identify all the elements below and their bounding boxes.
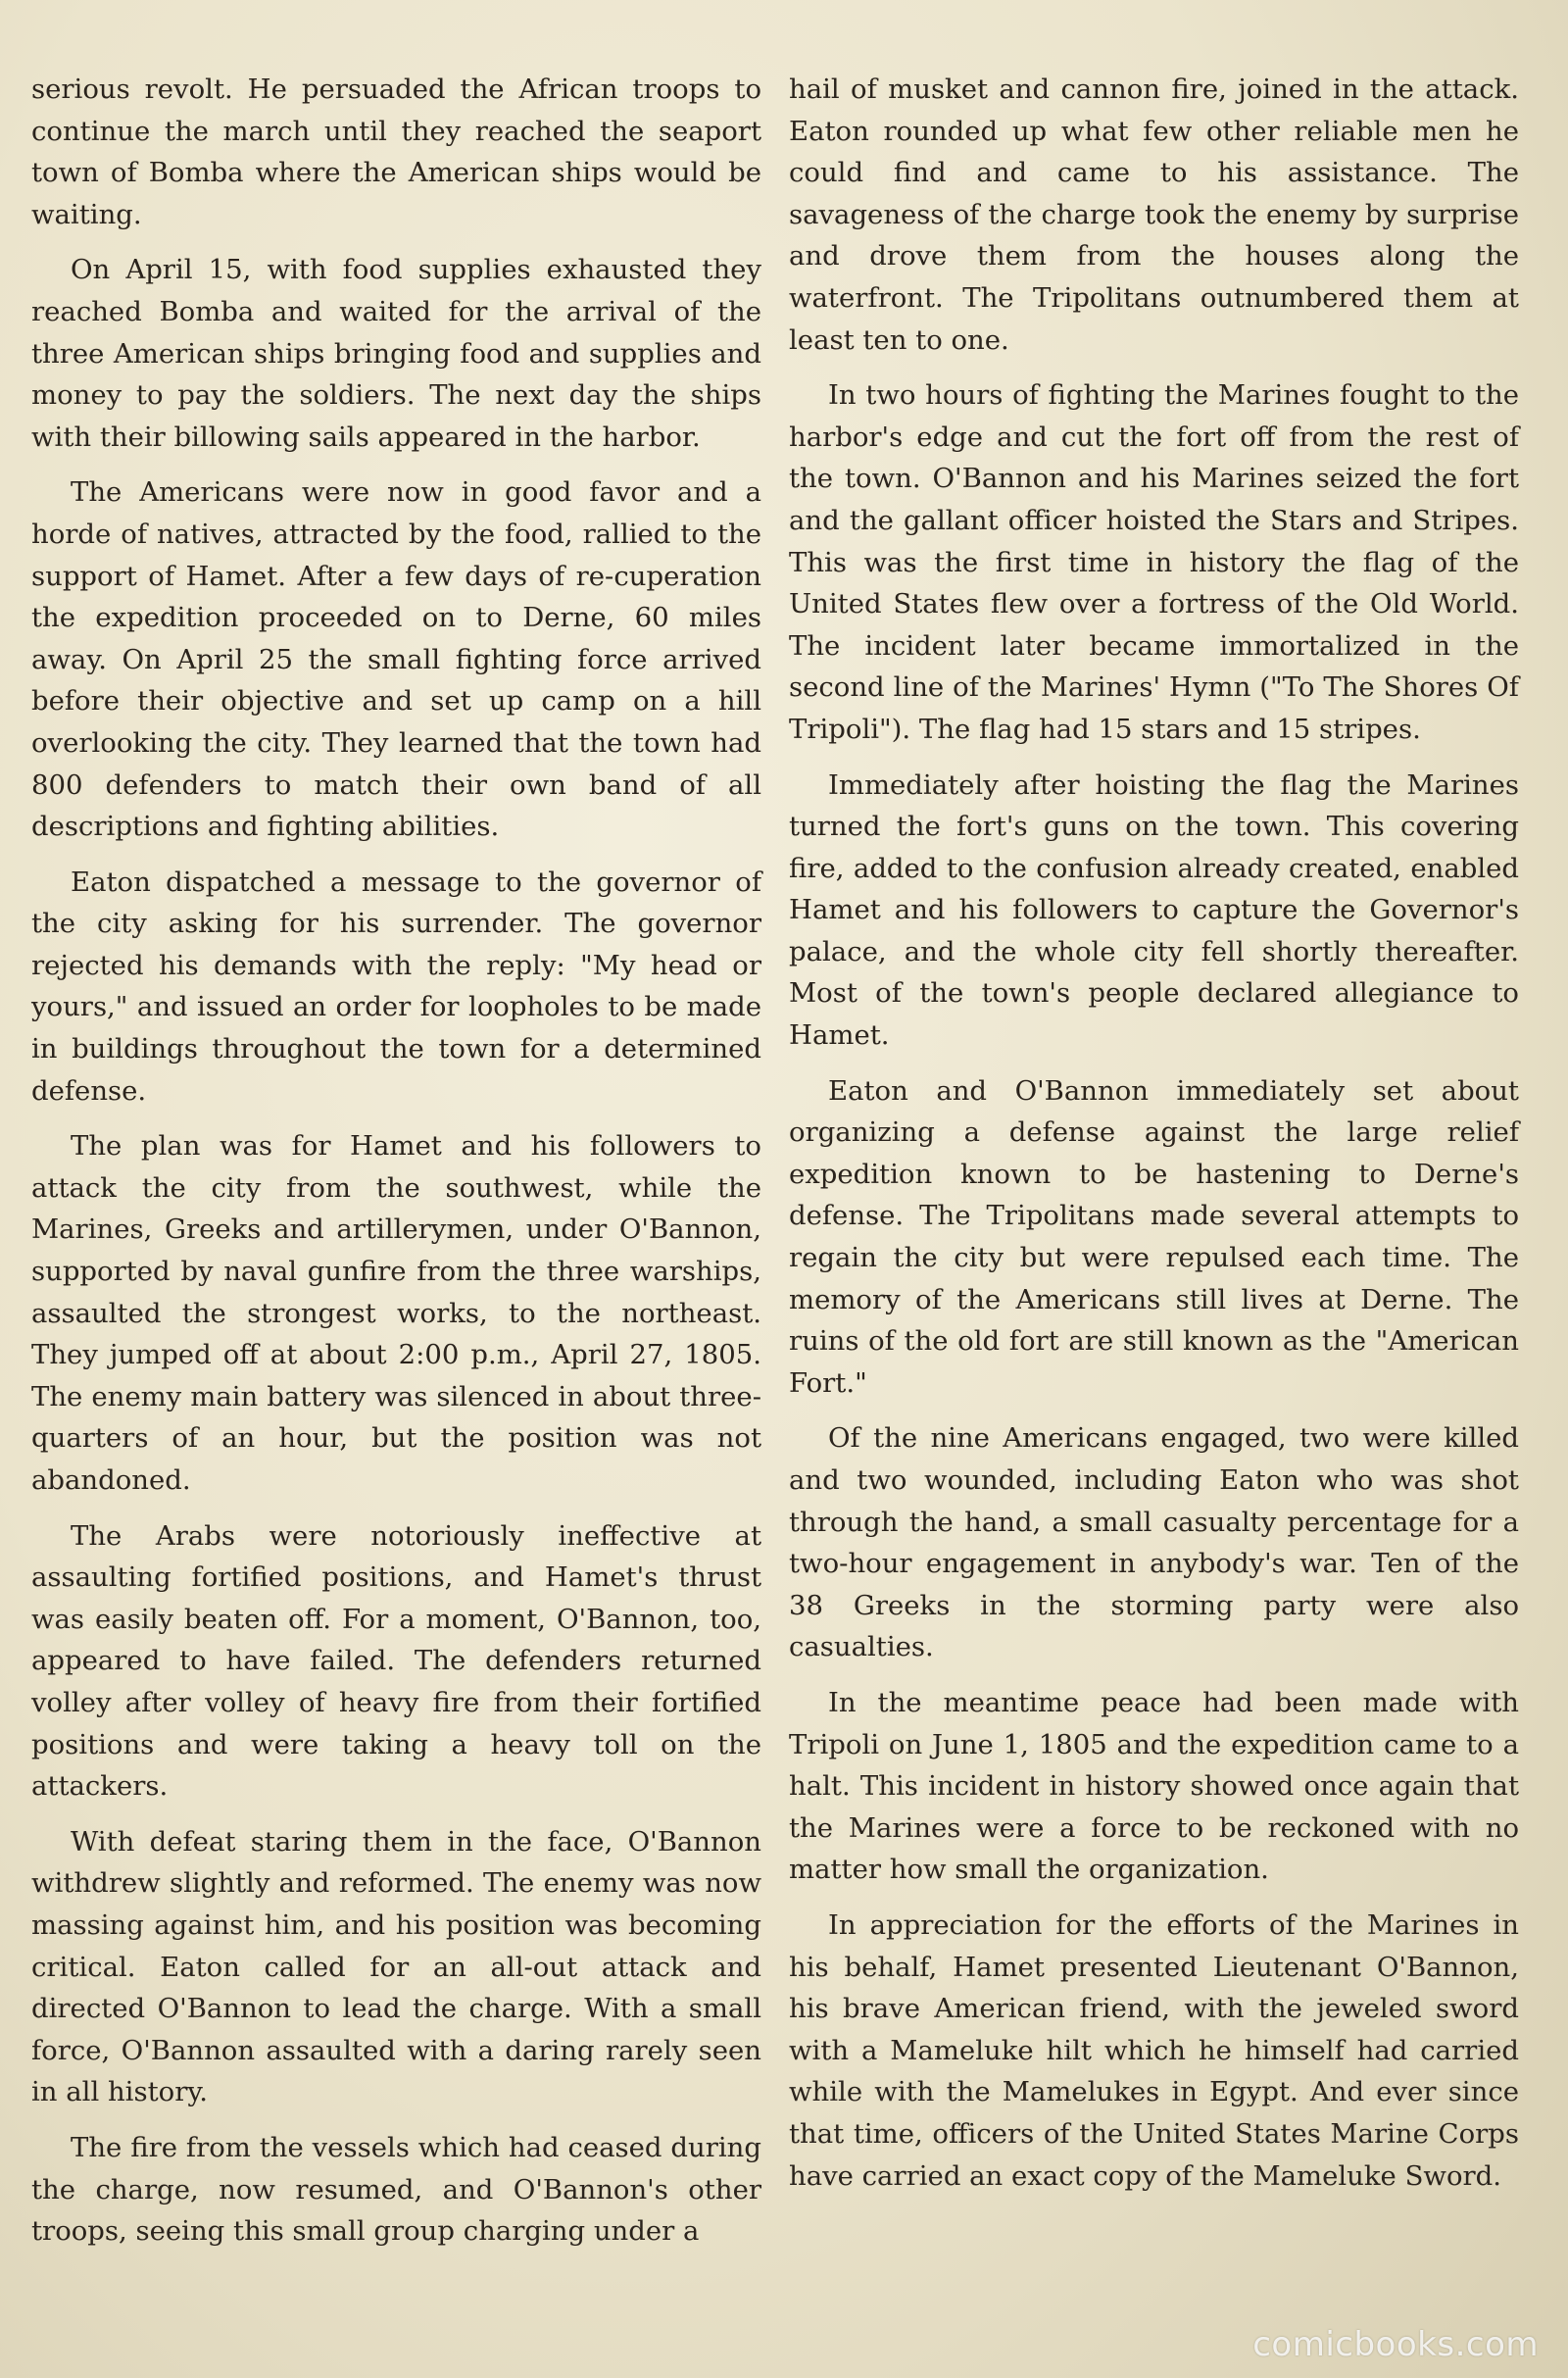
paragraph: The Americans were now in good favor and a horde of natives, attracted by the food, rallied to the support of Hamet. After a few days of re-cuperation the expedition proceeded on to Derne, 60 miles away. On April 25 the small fighting force arrived before their objective and set up camp on a hill overlooking the city. They learned that the town had 800 defenders to match their own band of all descriptions and fighting abilities. bbox=[31, 476, 761, 843]
paragraph: The fire from the vessels which had ceased during the charge, now resumed, and O'Bannon's other troops, seeing this small group charging under a bbox=[31, 2131, 761, 2248]
paragraph: The Arabs were notoriously ineffective at assaulting fortified positions, and Hamet's thrust was easily beaten off. For a moment, O'Bannon, too, appeared to have failed. The defenders returned volley after volley of heavy fire from their fortified positions and were taking a heavy toll on the attackers. bbox=[31, 1519, 761, 1803]
paragraph: Immediately after hoisting the flag the Marines turned the fort's guns on the town. This covering fire, added to the confusion already created, enabled Hamet and his followers to capture the Governor's palace, and the whole city fell shortly thereafter. Most of the town's people declared allegiance to Hamet. bbox=[789, 768, 1519, 1052]
paragraph: The plan was for Hamet and his followers to attack the city from the southwest, while the Marines, Greeks and artillerymen, under O'Bannon, supported by naval gunfire from the three warships, assaulted the strongest works, to the northeast. They jumped off at about 2:00 p.m., April 27, 1805. The enemy main battery was silenced in about three-quarters of an hour, but the position was not abandoned. bbox=[31, 1130, 761, 1496]
paragraph: In two hours of fighting the Marines fought to the harbor's edge and cut the fort off from the rest of the town. O'Bannon and his Marines seized the fort and the gallant officer hoisted the Stars and Stripes. This was the first time in history the flag of the United States flew over a fortress of the Old World. The incident later became immortalized in the second line of the Marines' Hymn ("To The Shores Of Tripoli"). The flag had 15 stars and 15 stripes. bbox=[789, 379, 1519, 745]
paragraph: Of the nine Americans engaged, two were killed and two wounded, including Eaton who was shot through the hand, a small casualty percentage for a two-hour engagement in anybody's war. Ten of the 38 Greeks in the storming party were also casualties. bbox=[789, 1422, 1519, 1663]
paragraph: In the meantime peace had been made with Tripoli on June 1, 1805 and the expedition came to a halt. This incident in history showed once again that the Marines were a force to be reckoned with no matter how small the organization. bbox=[789, 1686, 1519, 1886]
paragraph: serious revolt. He persuaded the African troops to continue the march until they reached the seaport town of Bomba where the American ships would be waiting. bbox=[31, 74, 761, 230]
paragraph: With defeat staring them in the face, O'Bannon withdrew slightly and reformed. The enemy was now massing against him, and his position was becoming critical. Eaton called for an all-out attack and directed O'Bannon to lead the charge. With a small force, O'Bannon assaulted with a daring rarely seen in all history. bbox=[31, 1825, 761, 2108]
watermark: comicbooks.com bbox=[1252, 2325, 1539, 2364]
paragraph: Eaton dispatched a message to the governor of the city asking for his surrender. The governor rejected his demands with the reply: "My head or yours," and issued an order for loopholes to be made in buildings throughout the town for a determined defense. bbox=[31, 866, 761, 1107]
paragraph: On April 15, with food supplies exhausted they reached Bomba and waited for the arrival of the three American ships bringing food and supplies and money to pay the soldiers. The next day the ships with their billowing sails appeared in the harbor. bbox=[31, 254, 761, 453]
left-text-column bbox=[31, 69, 761, 2266]
right-text-column bbox=[789, 69, 1519, 2210]
paragraph: In appreciation for the efforts of the Marines in his behalf, Hamet presented Lieutenant O'Bannon, his brave American friend, with the jeweled sword with a Mameluke hilt which he himself had carried while with the Mamelukes in Egypt. And ever since that time, officers of the United States Marine Corps have carried an exact copy of the Mameluke Sword. bbox=[789, 1908, 1519, 2192]
paragraph: Eaton and O'Bannon immediately set about organizing a defense against the large relief expedition known to be hastening to Derne's defense. The Tripolitans made several attempts to regain the city but were repulsed each time. The memory of the Americans still lives at Derne. The ruins of the old fort are still known as the "American Fort." bbox=[789, 1074, 1519, 1399]
paragraph: hail of musket and cannon fire, joined in the attack. Eaton rounded up what few other reliable men he could find and came to his assistance. The savageness of the charge took the enemy by surprise and drove them from the houses along the waterfront. The Tripolitans outnumbered them at least ten to one. bbox=[789, 74, 1519, 356]
